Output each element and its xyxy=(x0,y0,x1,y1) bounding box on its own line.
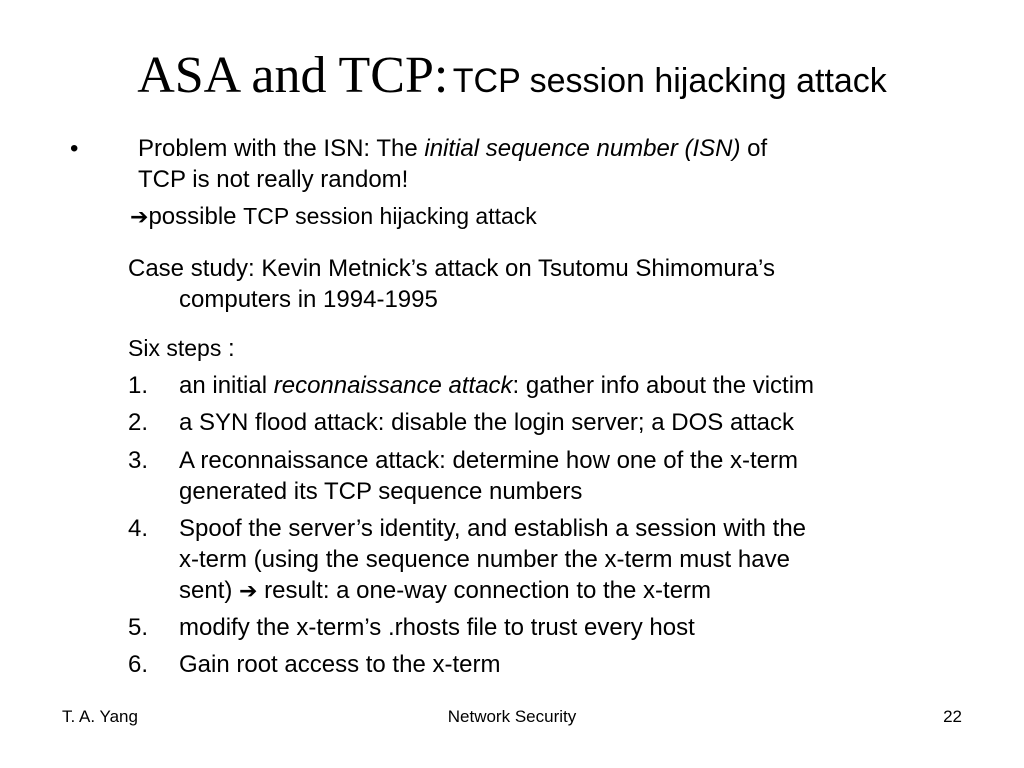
isn-problem-line-1 xyxy=(138,133,767,164)
step-4-line-2: x-term (using the sequence number the x-term must have xyxy=(179,546,790,573)
isn-italic-term: initial sequence number (ISN) xyxy=(424,135,741,162)
step-text xyxy=(179,513,806,607)
step-number: 6. xyxy=(128,651,149,678)
title-main: ASA and TCP: xyxy=(137,47,449,104)
step-3-line-2: generated its TCP sequence numbers xyxy=(179,478,583,505)
arrow-right-icon: ➔ xyxy=(130,205,149,230)
step-4-line-1: Spoof the server’s identity, and establish a session with the xyxy=(179,515,807,542)
possible-attack-emphasis: TCP session hijacking attack xyxy=(243,203,537,229)
arrow-right-icon: ➔ xyxy=(239,579,258,604)
steps-heading xyxy=(128,333,235,364)
footer-page-number: 22 xyxy=(943,707,962,726)
step-number: 1. xyxy=(128,372,149,399)
isn-text-b: of xyxy=(740,135,768,162)
isn-problem-bullet xyxy=(138,133,767,195)
possible-attack-line xyxy=(130,201,537,233)
step-4-line-3-a: sent) xyxy=(179,577,240,604)
step-4-line-3-b: result: a one-way connection to the x-term xyxy=(257,577,712,604)
possible-prefix: possible xyxy=(148,203,244,230)
step-text xyxy=(179,445,798,507)
step-1-italic: reconnaissance attack xyxy=(273,372,513,399)
bullet-symbol: • xyxy=(70,135,79,162)
isn-text-a: Problem with the ISN: The xyxy=(138,135,425,162)
isn-problem-line-2: TCP is not really random! xyxy=(138,166,409,193)
steps-heading-suffix: : xyxy=(221,335,235,362)
step-1-b: : gather info about the victim xyxy=(512,372,815,399)
footer-course: Network Security xyxy=(447,707,577,726)
title-sub: TCP session hijacking attack xyxy=(452,62,887,100)
step-1-a: an initial xyxy=(179,372,274,399)
step-text: modify the x-term’s .rhosts file to trust every host xyxy=(179,614,695,641)
step-4-line-3 xyxy=(179,575,806,607)
step-number: 2. xyxy=(128,409,149,436)
step-number: 4. xyxy=(128,515,149,542)
step-number: 3. xyxy=(128,447,149,474)
steps-heading-label: Six steps xyxy=(128,335,222,361)
case-study-line-2: computers in 1994-1995 xyxy=(179,286,438,313)
case-study-line-1: Case study: Kevin Metnick’s attack on Tsutomu Shimomura’s xyxy=(128,255,775,282)
step-text: Gain root access to the x-term xyxy=(179,651,501,678)
footer-author: T. A. Yang xyxy=(62,707,138,726)
step-number: 5. xyxy=(128,614,149,641)
step-text: a SYN flood attack: disable the login server; a DOS attack xyxy=(179,409,794,436)
case-study xyxy=(128,253,775,315)
step-3-line-1: A reconnaissance attack: determine how one of the x-term xyxy=(179,447,798,474)
slide-title xyxy=(0,47,1024,104)
step-text xyxy=(179,370,814,401)
